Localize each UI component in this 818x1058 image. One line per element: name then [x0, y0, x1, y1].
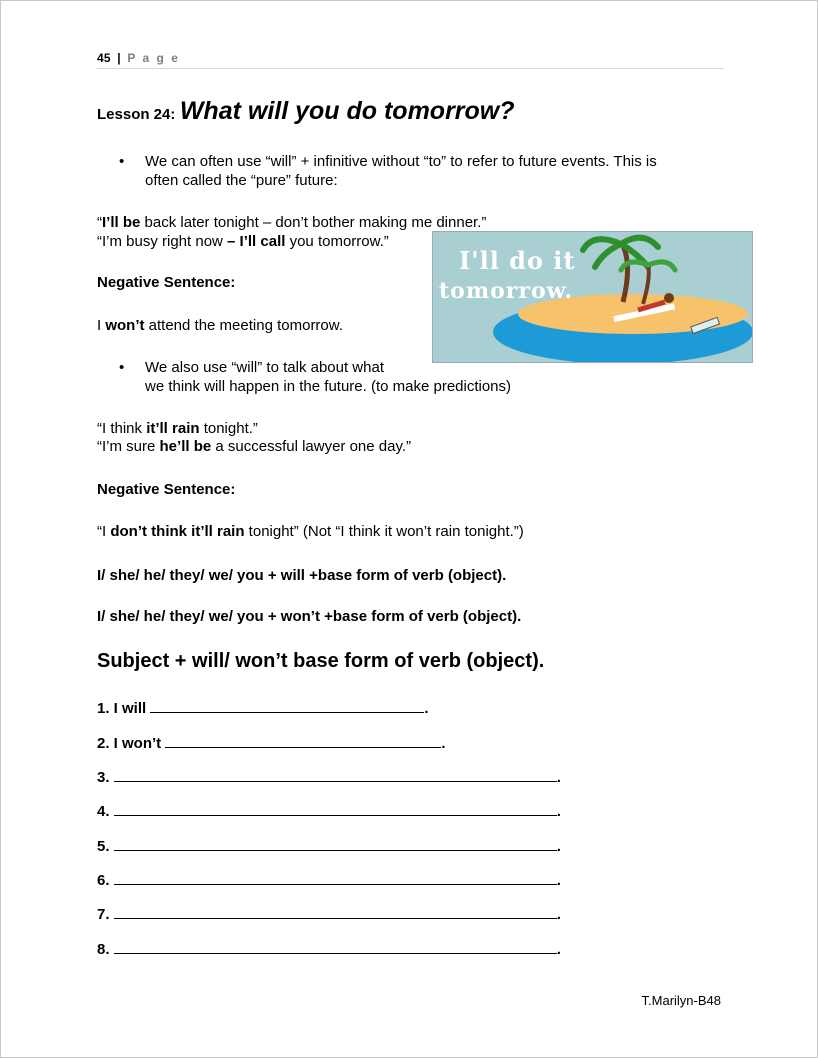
- big-formula: Subject + will/ won’t base form of verb (object).: [97, 650, 545, 672]
- neg2-start: “I: [97, 523, 111, 540]
- example-1-open: “: [97, 214, 102, 231]
- example-4-bold: he’ll be: [159, 438, 212, 455]
- formula-wont: I/ she/ he/ they/ we/ you + won’t +base form of verb (object).: [97, 608, 522, 625]
- example-3-bold: it’ll rain: [146, 420, 200, 437]
- exercise-label: 5.: [97, 838, 110, 855]
- answer-blank[interactable]: [114, 768, 557, 782]
- example-1-bold: I’ll be: [102, 214, 141, 231]
- exercise-end: .: [556, 803, 561, 820]
- example-2-start: “I’m busy right now: [97, 233, 228, 250]
- answer-blank[interactable]: [114, 837, 557, 851]
- example-4: [97, 438, 411, 455]
- example-1: [97, 214, 486, 231]
- image-text-line1: I'll do it: [459, 246, 576, 275]
- example-3: [97, 420, 258, 437]
- answer-blank[interactable]: [114, 905, 557, 919]
- exercise-5: [97, 837, 561, 855]
- answer-blank[interactable]: [114, 940, 557, 954]
- header-separator: |: [117, 51, 121, 65]
- bullet-dot-1: •: [119, 153, 125, 170]
- formula-will: I/ she/ he/ they/ we/ you + will +base form of verb (object).: [97, 567, 507, 584]
- exercise-end: .: [556, 769, 561, 786]
- example-2-rest: you tomorrow.”: [285, 233, 389, 250]
- negative-heading-1: Negative Sentence:: [97, 274, 236, 291]
- island-illustration: [432, 231, 753, 363]
- page-footer: T.Marilyn-B48: [641, 993, 721, 1008]
- exercise-8: [97, 940, 561, 958]
- exercise-end: .: [556, 906, 561, 923]
- exercise-label: 6.: [97, 872, 110, 889]
- exercise-end: .: [556, 941, 561, 958]
- example-4-rest: a successful lawyer one day.”: [211, 438, 412, 455]
- exercise-end: .: [441, 735, 446, 752]
- image-text-line2: tomorrow.: [439, 278, 574, 304]
- exercise-label: 1. I will: [97, 700, 147, 717]
- neg1-bold: won’t: [105, 317, 145, 334]
- exercise-2: [97, 734, 446, 752]
- negative-example-2: [97, 523, 524, 540]
- example-2: [97, 233, 389, 250]
- bullet2-line2: we think will happen in the future. (to make predictions): [145, 378, 512, 395]
- neg2-rest: tonight” (Not “I think it won’t rain tonight.”): [244, 523, 524, 540]
- example-4-start: “I’m sure: [97, 438, 160, 455]
- exercise-end: .: [556, 838, 561, 855]
- negative-heading-2: Negative Sentence:: [97, 481, 236, 498]
- negative-example-1: [97, 317, 343, 334]
- exercise-3: [97, 768, 561, 786]
- lesson-title: What will you do tomorrow?: [179, 97, 515, 125]
- example-1-rest: back later tonight – don’t bother making me dinner.”: [140, 214, 487, 231]
- exercise-label: 3.: [97, 769, 110, 786]
- example-2-bold: – I’ll call: [227, 233, 286, 250]
- exercise-label: 4.: [97, 803, 110, 820]
- neg2-bold: don’t think it’ll rain: [110, 523, 245, 540]
- page-word: P a g e: [127, 51, 180, 65]
- neg1-rest: attend the meeting tomorrow.: [144, 317, 343, 334]
- answer-blank[interactable]: [165, 734, 441, 748]
- exercise-label: 7.: [97, 906, 110, 923]
- lesson-heading: [97, 97, 515, 126]
- neg1-start: I: [97, 317, 106, 334]
- exercise-7: [97, 905, 561, 923]
- answer-blank[interactable]: [114, 802, 557, 816]
- answer-blank[interactable]: [114, 871, 557, 885]
- exercise-end: .: [424, 700, 429, 717]
- exercise-6: [97, 871, 561, 889]
- bullet1-line2: often called the “pure” future:: [145, 172, 338, 189]
- header-rule: [97, 68, 724, 69]
- answer-blank[interactable]: [150, 699, 424, 713]
- lesson-prefix: Lesson 24:: [97, 106, 176, 123]
- example-3-rest: tonight.”: [199, 420, 258, 437]
- exercise-label: 2. I won’t: [97, 735, 162, 752]
- exercise-end: .: [556, 872, 561, 889]
- page-header: [97, 51, 180, 65]
- bullet-dot-2: •: [119, 359, 125, 376]
- exercise-1: [97, 699, 429, 717]
- exercise-4: [97, 802, 561, 820]
- example-3-start: “I think: [97, 420, 147, 437]
- bullet2-line1: We also use “will” to talk about what: [145, 359, 384, 376]
- bullet1-line1: We can often use “will” + infinitive without “to” to refer to future events. This is: [145, 153, 657, 170]
- page-number: 45: [97, 51, 111, 65]
- exercise-label: 8.: [97, 941, 110, 958]
